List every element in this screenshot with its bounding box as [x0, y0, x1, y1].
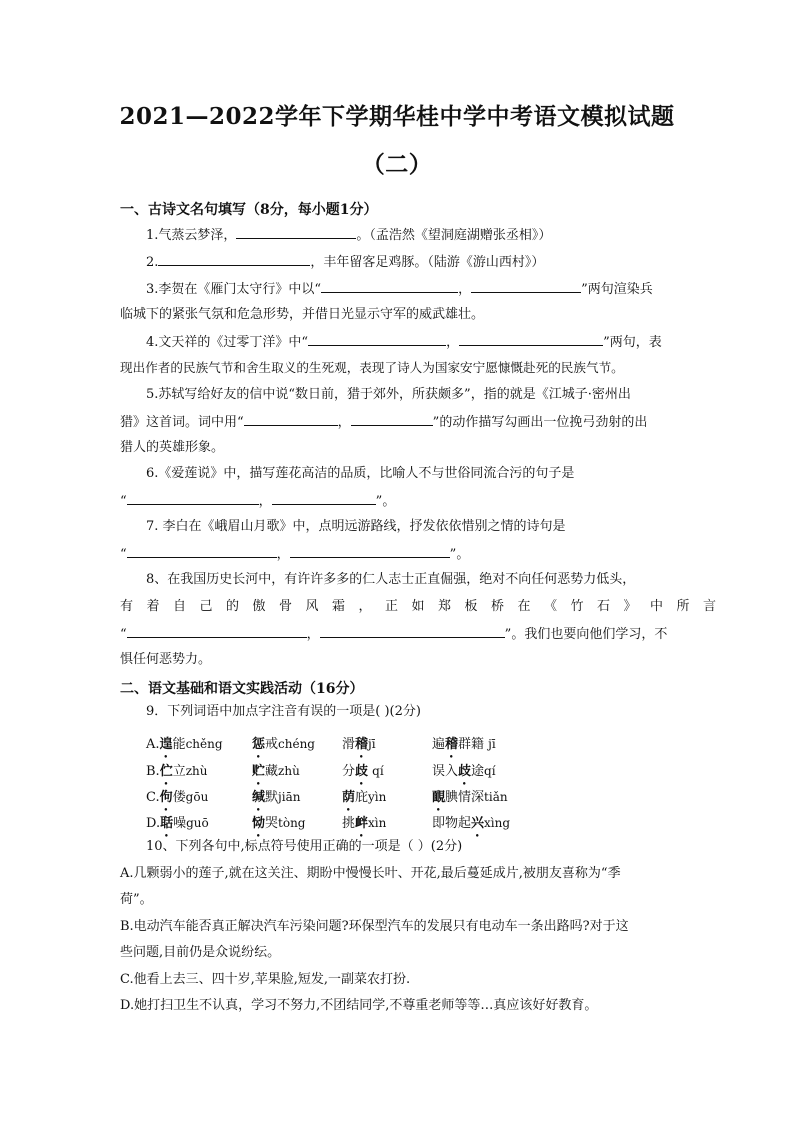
q9-pinyin: chéng [278, 737, 315, 751]
q9-word-part: 噪 [173, 816, 187, 831]
q6-blank-1[interactable] [127, 492, 259, 505]
section1-heading: 一、古诗文名句填写（8分，每小题1分） [120, 202, 378, 218]
q9-dotted-char: 兴 [471, 816, 485, 831]
q9-option-d-item-2 [252, 812, 306, 840]
q9-word-part: 藏 [265, 764, 279, 779]
q10-option-b-cont: 些问题,目前仍是众说纷纭。 [120, 945, 281, 960]
q9-dotted-char: 伫 [159, 764, 173, 779]
q1-text: 1.气蒸云梦泽， [146, 228, 237, 243]
q6-open-quote: “ [120, 494, 127, 509]
q4-blank-2[interactable] [459, 333, 603, 346]
q9-option-c-item-4 [432, 786, 508, 814]
q1-blank[interactable] [236, 226, 356, 239]
q9-dotted-char: 恸 [252, 816, 266, 831]
q9-word-part: 偻 [172, 790, 186, 805]
q9-dotted-char: 荫 [342, 790, 356, 805]
q7-blank-1[interactable] [127, 545, 277, 558]
q3-text: 3.李贺在《雁门太守行》中以“ [146, 282, 322, 297]
q9-option-a-item-1 [146, 733, 223, 761]
q9-option-d-item-4 [432, 812, 510, 840]
q9-pinyin: chěng [185, 737, 223, 751]
q10-option-b: B.电动汽车能否真正解决汽车污染问题?环保型汽车的发展只有电动车一条出路吗?对于这 [120, 919, 629, 934]
q9-option-label: C. [146, 790, 160, 805]
q9-option-c-item-2 [252, 786, 300, 814]
question-10-stem: 10、下列各句中,标点符号使用正确的一项是（ ）(2分) [146, 839, 463, 854]
q9-pinyin: zhù [185, 764, 208, 778]
q9-word-part: 分 [342, 764, 356, 779]
q8-comma: ， [306, 627, 320, 642]
q9-dotted-char: 歧 [458, 764, 472, 779]
q9-dotted-char: 靦 [432, 790, 446, 805]
q9-word-part: 挑 [342, 816, 356, 831]
q9-pinyin: tiǎn [484, 790, 508, 804]
q7-comma: ， [276, 547, 290, 562]
q2-source: ，丰年留客足鸡豚。（陆游《游山西村》） [310, 255, 545, 270]
question-8-line3 [120, 625, 676, 643]
q9-dotted-char: 稽 [445, 737, 459, 752]
question-4-cont: 现出作者的民族气节和舍生取义的生死观，表现了诗人为国家安宁愿慷慨赴死的民族气节。 [120, 360, 624, 375]
q9-dotted-char: 贮 [252, 764, 266, 779]
q3-text-end: ”两句渲染兵 [581, 282, 653, 297]
q9-word-part: 能 [172, 737, 186, 752]
q9-option-b-item-4 [432, 760, 496, 788]
question-8-line2 [120, 599, 730, 615]
q4-blank-1[interactable] [308, 333, 446, 346]
q9-pinyin: jiān [278, 790, 301, 804]
q9-dotted-char: 遑 [159, 737, 173, 752]
q7-blank-2[interactable] [290, 545, 450, 558]
q10-option-a-cont: 荷”。 [120, 892, 153, 907]
q9-option-label: B. [146, 764, 160, 779]
question-1 [146, 226, 676, 244]
question-3 [146, 280, 676, 298]
q5-blank-2[interactable] [351, 413, 433, 426]
q9-option-label: A. [146, 737, 160, 752]
q8-blank-1[interactable] [127, 625, 307, 638]
q9-option-a-item-4 [432, 733, 496, 761]
q10-option-c: C.他看上去三、四十岁,苹果脸,短发,一副菜农打扮. [120, 972, 411, 987]
q6-blank-2[interactable] [272, 492, 376, 505]
q8-text: 有着自己的傲骨风霜，正如郑板桥在《竹石》中所言 [120, 599, 730, 614]
q9-word-part: 默 [265, 790, 279, 805]
q9-word-part: 戒 [265, 737, 279, 752]
question-2 [146, 253, 676, 271]
question-8: 8、在我国历史长河中，有许许多多的仁人志士正直倔强，绝对不向任何恶势力低头， [146, 572, 636, 587]
q2-text: 2. [146, 255, 159, 270]
question-6-cont [120, 492, 676, 510]
q4-text-end: ”两句，表 [603, 335, 662, 350]
q9-option-c-item-1 [146, 786, 208, 814]
question-5-end: 猎人的英雄形象。 [120, 440, 225, 455]
q9-pinyin: jī [488, 737, 496, 751]
q9-word-part: 途 [471, 764, 485, 779]
q9-pinyin: tòng [278, 816, 306, 830]
q9-word-part: 滑 [342, 737, 356, 752]
q9-option-b-item-2 [252, 760, 300, 788]
question-7: 7. 李白在《峨眉山月歌》中，点明远游路线，抒发依依惜别之情的诗句是 [146, 519, 566, 534]
q3-blank-1[interactable] [321, 280, 458, 293]
q9-word-part: 庇 [355, 790, 369, 805]
q9-word-part: 遍 [432, 737, 446, 752]
q5-blank-1[interactable] [244, 413, 338, 426]
q9-word-part: 立 [172, 764, 186, 779]
q1-source: 。（孟浩然《望洞庭湖赠张丞相》） [356, 228, 552, 243]
question-6: 6.《爱莲说》中，描写莲花高洁的品质，比喻人不与世俗同流合污的句子是 [146, 466, 575, 481]
q9-word-part: 腆情深 [445, 790, 485, 805]
q9-pinyin: yìn [368, 790, 387, 804]
exam-subtitle: （二） [361, 151, 433, 178]
question-7-cont [120, 545, 676, 563]
q9-pinyin: guō [186, 816, 209, 830]
q6-comma: ， [258, 494, 272, 509]
question-9-stem: 9．下列词语中加点字注音有误的一项是( )(2分) [146, 704, 421, 719]
q8-close-quote: ”。我们也要向他们学习，不 [504, 627, 668, 642]
q9-pinyin: zhù [278, 764, 300, 778]
q9-pinyin: qí [484, 764, 496, 778]
q9-option-label: D. [146, 816, 161, 831]
q2-blank[interactable] [158, 253, 310, 266]
q6-close-quote: ”。 [375, 494, 396, 509]
q9-pinyin: xìng [484, 816, 511, 830]
q9-dotted-char: 缄 [252, 790, 266, 805]
q9-word-part: 群籍 [458, 737, 489, 752]
q7-open-quote: “ [120, 547, 127, 562]
q9-word-part: 误入 [432, 764, 459, 779]
q9-dotted-char: 歧 [355, 764, 369, 779]
exam-title: 2021—2022学年下学期华桂中学中考语文模拟试题 [119, 103, 675, 130]
question-8-end: 惧任何恶势力。 [120, 652, 212, 667]
q8-open-quote: “ [120, 627, 127, 642]
q9-dotted-char: 惩 [252, 737, 266, 752]
q9-word-part: 哭 [265, 816, 279, 831]
q9-option-c-item-3 [342, 786, 386, 814]
question-5-cont [120, 413, 676, 431]
q9-option-d-item-1 [146, 812, 209, 840]
q9-dotted-char: 稽 [355, 737, 369, 752]
q9-dotted-char: 佝 [159, 790, 173, 805]
q9-option-b-item-1 [146, 760, 208, 788]
q3-blank-2[interactable] [471, 280, 581, 293]
q10-option-a: A.几颗弱小的莲子,就在这关注、期盼中慢慢长叶、开花,最后蔓延成片,被朋友喜称为“季 [120, 866, 621, 881]
q9-word-part: 即物起 [432, 816, 472, 831]
question-5: 5.苏轼写给好友的信中说“数日前，猎于郊外，所获颇多”，指的就是《江城子·密州出 [146, 387, 631, 402]
q9-option-a-item-3 [342, 733, 376, 761]
q9-dotted-char: 聒 [160, 816, 174, 831]
q9-pinyin: jī [368, 737, 376, 751]
q8-blank-2[interactable] [320, 625, 505, 638]
q3-comma: ， [458, 282, 472, 297]
q5-text: 猎》这首词。词中用“ [120, 415, 244, 430]
q4-comma: ， [446, 335, 460, 350]
q10-option-d: D.她打扫卫生不认真，学习不努力,不团结同学,不尊重老师等等…真应该好好教育。 [120, 998, 598, 1013]
question-4 [146, 333, 676, 351]
q7-close-quote: ”。 [449, 547, 470, 562]
q9-option-a-item-2 [252, 733, 315, 761]
q9-pinyin: xìn [368, 816, 387, 830]
q9-option-d-item-3 [342, 812, 386, 840]
q9-pinyin: qí [372, 764, 384, 778]
q5-comma: ， [337, 415, 351, 430]
q5-text-end: ”的动作描写勾画出一位挽弓劲射的出 [432, 415, 648, 430]
question-3-cont: 临城下的紧张气氛和危急形势，并借日光显示守军的威武雄壮。 [120, 307, 485, 322]
q9-option-b-item-3 [342, 760, 384, 788]
q4-text: 4.文天祥的《过零丁洋》中“ [146, 335, 309, 350]
q9-dotted-char: 衅 [355, 816, 369, 831]
q9-pinyin: gōu [185, 790, 209, 804]
section2-heading: 二、语文基础和语文实践活动（16分） [120, 681, 364, 697]
